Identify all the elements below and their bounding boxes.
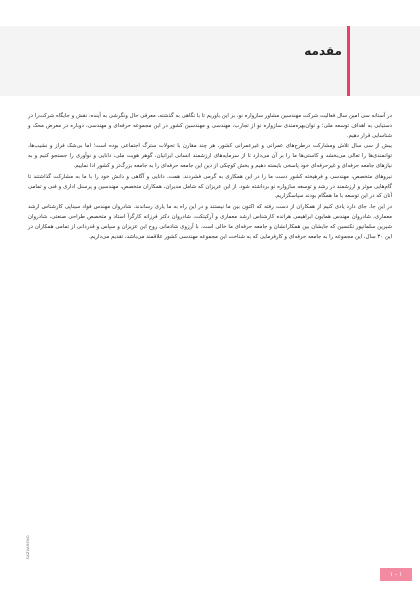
header-band (0, 26, 420, 96)
body-text (28, 112, 392, 243)
paragraph-2: بیش از سی سال تلاش ومشارکت درطرح‌های عمرانی و غیرعمرانی کشور، هر چند مقارن با تحولات سترگ اجتماعی بوده است؛ اما بی‌شک فراز و نشیب‌ها، توانمندی‌ها را تعالی می‌بخشد و کاستی‌ها ما را بر آن می‌دارد تا از سرمایه‌های ارزشمند انسانی ایرانیان، گوهر هویت ملی، دانایی و نوآوری را جستجو کنیم و به نیازهای جامعه حرفه‌ای و غیرحرفه‌ای خود پاسخی بایسته دهیم و بخش کوچکی از دین این جامعه حرفه‌ای را به جامعه بزرگ‌تر و کشور ادا نماییم. (28, 143, 392, 169)
page-number-badge: ۱ - ۱ (380, 568, 412, 581)
paragraph-3: نیروهای متخصص، مهندسی و فرهیخته کشور دست ما را در این همکاری به گرمی فشردند. همت، دانایی و آگاهی و دانش خود را با ما به مشارکت گذاشتند تا گام‌هایی موثر و ارزشمند در رشد و توسعه سازواره نو برداشته شود. از این عزیزان که شامل مدیران، همکاران متخصص، مهندسین و پرسنل اداری و فنی و تمامی آنان که در این توسعه با ما همگام بودند سپاسگزاریم. (28, 173, 392, 200)
header-accent-bar (347, 26, 350, 96)
page-title: مقدمه (304, 44, 342, 58)
side-logo-mark: SAZVARENO (26, 535, 30, 560)
paragraph-4: در این جا، جای دارد یادی کنیم از همکاران از دست رفته که اکنون بین ما نیستند و در این راه به ما یاری رساندند. شادروان مهندس فواد سیناپی کارشناس ارشد معماری، شادروان مهندس همایون ابراهیمی هرانده کارشناس ارشد معماری و آرکیتکت، شادروان دکتر فرزانه کارگرآ استاد و متخصص طراحی صنعتی، شادروان شیرین سلمانپور تکنسین که جایشان بین همکارانشان و جامعه حرفه‌ای ما خالی است. با آرزوی شادمانی روح این عزیزان و سپاس و قدردانی از تمامی همکاران در این ۳۰ سال، این مجموعه را به جامعه حرفه‌ای و کارفرمایی که به شناخت این مجموعه مهندسی کشور علاقمند می‌باشد، تقدیم می‌داریم. (28, 204, 392, 240)
paragraph-1: در آستانه سی امین سال فعالیت شرکت مهندسین مشاور سازواره نو، بر این باوریم تا با نگاهی به گذشته، معرفی حال ونگرشی به آینده، نقش و جایگاه شرکت‌را در دستیابی به اهداف توسعه ملی؛ و توان‌بهره‌مندی سازواره نو از تجارب، مهندسی و مهندسین کشور در این مجموعه حرفه‌ای و مهندسی، دوباره در معرض محک و شناسایی قرار دهیم. (28, 113, 392, 139)
